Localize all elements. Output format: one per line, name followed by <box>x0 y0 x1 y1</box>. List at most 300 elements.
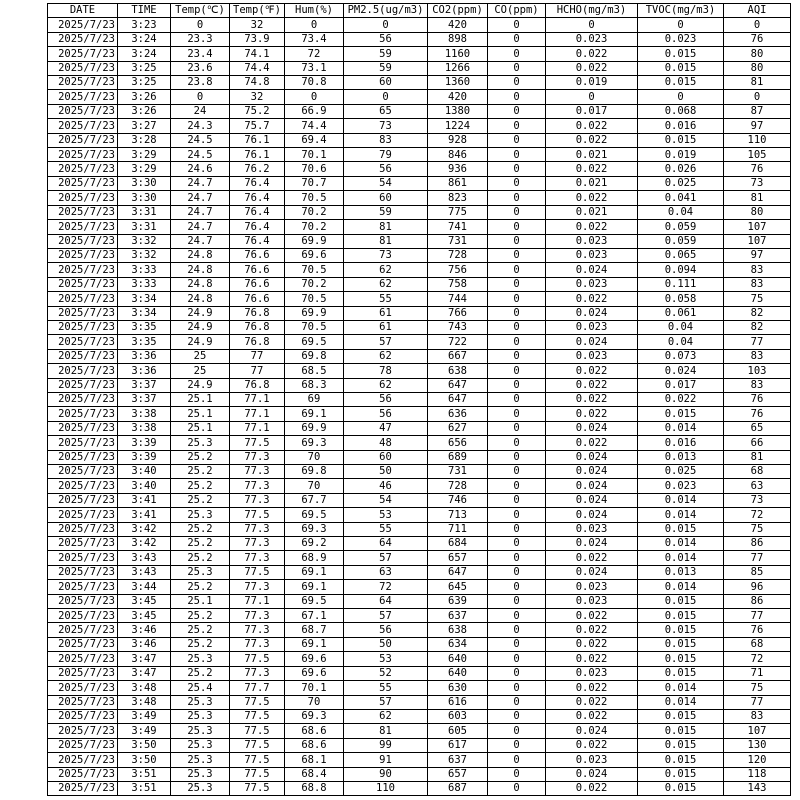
hcho-cell: 0.022 <box>546 364 638 378</box>
co2-cell: 605 <box>428 724 488 738</box>
tvoc-cell: 0.015 <box>638 767 724 781</box>
humidity-cell: 70.5 <box>285 292 344 306</box>
temp-c-cell: 25.3 <box>171 724 230 738</box>
co-cell: 0 <box>488 753 546 767</box>
aqi-cell: 83 <box>724 263 791 277</box>
hcho-cell: 0.022 <box>546 133 638 147</box>
co2-cell: 657 <box>428 551 488 565</box>
hcho-cell: 0.019 <box>546 76 638 90</box>
hcho-cell: 0.024 <box>546 724 638 738</box>
aqi-cell: 71 <box>724 666 791 680</box>
temp-c-cell: 24.7 <box>171 234 230 248</box>
temp-f-cell: 76.4 <box>230 191 285 205</box>
humidity-cell: 70.5 <box>285 263 344 277</box>
co-cell: 0 <box>488 565 546 579</box>
time-cell: 3:36 <box>118 349 171 363</box>
tvoc-cell: 0 <box>638 90 724 104</box>
table-row <box>48 652 791 666</box>
temp-f-cell: 77.3 <box>230 666 285 680</box>
temp-c-cell: 24.5 <box>171 148 230 162</box>
time-cell: 3:35 <box>118 335 171 349</box>
temp-f-cell: 32 <box>230 18 285 32</box>
co2-cell: 1160 <box>428 47 488 61</box>
temp-c-cell: 0 <box>171 18 230 32</box>
co-cell: 0 <box>488 407 546 421</box>
co2-cell: 1360 <box>428 76 488 90</box>
time-cell: 3:46 <box>118 637 171 651</box>
pm25-cell: 79 <box>344 148 428 162</box>
co2-cell: 636 <box>428 407 488 421</box>
time-cell: 3:29 <box>118 162 171 176</box>
co-cell: 0 <box>488 493 546 507</box>
humidity-cell: 68.7 <box>285 623 344 637</box>
humidity-cell: 69.8 <box>285 349 344 363</box>
pm25-cell: 62 <box>344 277 428 291</box>
co-cell: 0 <box>488 277 546 291</box>
table-row <box>48 176 791 190</box>
pm25-cell: 57 <box>344 335 428 349</box>
tvoc-cell: 0.015 <box>638 609 724 623</box>
temp-f-cell: 77.5 <box>230 753 285 767</box>
date-cell: 2025/7/23 <box>48 392 118 406</box>
hcho-cell: 0.022 <box>546 162 638 176</box>
time-cell: 3:25 <box>118 61 171 75</box>
aqi-cell: 82 <box>724 320 791 334</box>
hcho-cell: 0.022 <box>546 392 638 406</box>
date-cell: 2025/7/23 <box>48 176 118 190</box>
date-cell: 2025/7/23 <box>48 205 118 219</box>
time-cell: 3:43 <box>118 551 171 565</box>
temp-f-cell: 77.3 <box>230 637 285 651</box>
humidity-cell: 66.9 <box>285 104 344 118</box>
pm25-cell: 62 <box>344 709 428 723</box>
temp-f-cell: 77.5 <box>230 436 285 450</box>
table-row <box>48 522 791 536</box>
time-cell: 3:41 <box>118 508 171 522</box>
temp-f-cell: 77.3 <box>230 450 285 464</box>
pm25-cell: 62 <box>344 263 428 277</box>
temp-c-cell: 25.3 <box>171 508 230 522</box>
aqi-cell: 77 <box>724 551 791 565</box>
hcho-cell: 0.022 <box>546 436 638 450</box>
hcho-cell: 0.021 <box>546 176 638 190</box>
hcho-cell: 0.022 <box>546 623 638 637</box>
date-cell: 2025/7/23 <box>48 709 118 723</box>
hcho-cell: 0.023 <box>546 522 638 536</box>
tvoc-cell: 0.111 <box>638 277 724 291</box>
pm25-cell: 62 <box>344 378 428 392</box>
temp-f-cell: 76.4 <box>230 176 285 190</box>
humidity-cell: 69.1 <box>285 407 344 421</box>
tvoc-cell: 0.061 <box>638 306 724 320</box>
co2-cell: 731 <box>428 465 488 479</box>
humidity-cell: 69.8 <box>285 465 344 479</box>
hcho-cell: 0.022 <box>546 781 638 795</box>
temp-f-cell: 74.8 <box>230 76 285 90</box>
aqi-cell: 96 <box>724 580 791 594</box>
tvoc-cell: 0.015 <box>638 61 724 75</box>
temp-c-cell: 25.2 <box>171 551 230 565</box>
humidity-cell: 68.5 <box>285 364 344 378</box>
co-cell: 0 <box>488 623 546 637</box>
pm25-cell: 50 <box>344 637 428 651</box>
co-cell: 0 <box>488 421 546 435</box>
date-cell: 2025/7/23 <box>48 753 118 767</box>
table-row <box>48 738 791 752</box>
co2-cell: 741 <box>428 220 488 234</box>
pm25-cell: 54 <box>344 493 428 507</box>
co-cell: 0 <box>488 47 546 61</box>
time-cell: 3:38 <box>118 407 171 421</box>
table-row <box>48 263 791 277</box>
time-cell: 3:38 <box>118 421 171 435</box>
aqi-cell: 83 <box>724 709 791 723</box>
date-cell: 2025/7/23 <box>48 18 118 32</box>
time-cell: 3:51 <box>118 781 171 795</box>
hcho-cell: 0 <box>546 18 638 32</box>
co-cell: 0 <box>488 76 546 90</box>
temp-f-cell: 77.5 <box>230 709 285 723</box>
hcho-cell: 0.022 <box>546 407 638 421</box>
co2-cell: 645 <box>428 580 488 594</box>
temp-c-cell: 23.4 <box>171 47 230 61</box>
tvoc-cell: 0.026 <box>638 162 724 176</box>
humidity-cell: 70.1 <box>285 681 344 695</box>
temp-f-cell: 76.1 <box>230 148 285 162</box>
aqi-cell: 80 <box>724 61 791 75</box>
table-row <box>48 623 791 637</box>
table-row <box>48 695 791 709</box>
pm25-cell: 56 <box>344 162 428 176</box>
date-cell: 2025/7/23 <box>48 263 118 277</box>
aqi-cell: 76 <box>724 32 791 46</box>
pm25-cell: 61 <box>344 320 428 334</box>
temp-c-cell: 25.2 <box>171 637 230 651</box>
table-row <box>48 47 791 61</box>
humidity-header: Hum(%) <box>285 4 344 18</box>
co2-cell: 630 <box>428 681 488 695</box>
time-cell: 3:28 <box>118 133 171 147</box>
time-cell: 3:29 <box>118 148 171 162</box>
co2-cell: 640 <box>428 652 488 666</box>
table-row <box>48 191 791 205</box>
time-header: TIME <box>118 4 171 18</box>
humidity-cell: 72 <box>285 47 344 61</box>
co-cell: 0 <box>488 378 546 392</box>
aqi-cell: 107 <box>724 220 791 234</box>
temp-c-cell: 25 <box>171 364 230 378</box>
date-cell: 2025/7/23 <box>48 565 118 579</box>
tvoc-cell: 0.015 <box>638 47 724 61</box>
pm25-cell: 55 <box>344 681 428 695</box>
table-body <box>48 18 791 796</box>
hcho-cell: 0.022 <box>546 292 638 306</box>
hcho-cell: 0.024 <box>546 508 638 522</box>
temp-f-cell: 77.3 <box>230 551 285 565</box>
pm25-cell: 0 <box>344 90 428 104</box>
co-cell: 0 <box>488 465 546 479</box>
humidity-cell: 69.6 <box>285 248 344 262</box>
temp-f-cell: 77.1 <box>230 407 285 421</box>
co2-cell: 616 <box>428 695 488 709</box>
co-cell: 0 <box>488 436 546 450</box>
hcho-cell: 0.023 <box>546 277 638 291</box>
table-row <box>48 162 791 176</box>
co-cell: 0 <box>488 306 546 320</box>
time-cell: 3:50 <box>118 753 171 767</box>
humidity-cell: 68.6 <box>285 724 344 738</box>
table-row <box>48 61 791 75</box>
pm25-cell: 81 <box>344 724 428 738</box>
temp-f-cell: 77.3 <box>230 537 285 551</box>
co2-cell: 603 <box>428 709 488 723</box>
temp-f-cell: 76.8 <box>230 320 285 334</box>
co2-cell: 756 <box>428 263 488 277</box>
time-cell: 3:26 <box>118 90 171 104</box>
date-cell: 2025/7/23 <box>48 493 118 507</box>
humidity-cell: 69.9 <box>285 234 344 248</box>
hcho-cell: 0.023 <box>546 320 638 334</box>
co2-cell: 639 <box>428 594 488 608</box>
aqi-cell: 103 <box>724 364 791 378</box>
temp-c-cell: 25.3 <box>171 436 230 450</box>
pm25-cell: 56 <box>344 623 428 637</box>
time-cell: 3:45 <box>118 609 171 623</box>
tvoc-cell: 0.04 <box>638 205 724 219</box>
aqi-cell: 76 <box>724 392 791 406</box>
hcho-cell: 0.024 <box>546 306 638 320</box>
hcho-cell: 0.024 <box>546 421 638 435</box>
co2-cell: 746 <box>428 493 488 507</box>
co-cell: 0 <box>488 248 546 262</box>
co2-cell: 638 <box>428 364 488 378</box>
aqi-cell: 81 <box>724 450 791 464</box>
temp-f-header: Temp(℉) <box>230 4 285 18</box>
tvoc-cell: 0 <box>638 18 724 32</box>
hcho-cell: 0.024 <box>546 767 638 781</box>
time-cell: 3:31 <box>118 205 171 219</box>
co2-cell: 647 <box>428 565 488 579</box>
date-cell: 2025/7/23 <box>48 666 118 680</box>
hcho-cell: 0.022 <box>546 609 638 623</box>
pm25-cell: 57 <box>344 695 428 709</box>
co2-cell: 420 <box>428 18 488 32</box>
table-row <box>48 364 791 378</box>
co2-cell: 647 <box>428 378 488 392</box>
tvoc-cell: 0.023 <box>638 479 724 493</box>
aqi-cell: 77 <box>724 609 791 623</box>
date-cell: 2025/7/23 <box>48 90 118 104</box>
co2-cell: 634 <box>428 637 488 651</box>
temp-c-cell: 24.7 <box>171 191 230 205</box>
time-cell: 3:47 <box>118 652 171 666</box>
humidity-cell: 69.3 <box>285 436 344 450</box>
humidity-cell: 70.8 <box>285 76 344 90</box>
hcho-cell: 0.017 <box>546 104 638 118</box>
pm25-cell: 64 <box>344 594 428 608</box>
co2-cell: 684 <box>428 537 488 551</box>
temp-c-cell: 24.6 <box>171 162 230 176</box>
tvoc-cell: 0.015 <box>638 637 724 651</box>
co-cell: 0 <box>488 18 546 32</box>
pm25-cell: 72 <box>344 580 428 594</box>
humidity-cell: 68.8 <box>285 781 344 795</box>
date-cell: 2025/7/23 <box>48 349 118 363</box>
humidity-cell: 68.6 <box>285 738 344 752</box>
tvoc-cell: 0.068 <box>638 104 724 118</box>
tvoc-cell: 0.015 <box>638 753 724 767</box>
temp-c-cell: 25.2 <box>171 623 230 637</box>
time-cell: 3:33 <box>118 263 171 277</box>
date-cell: 2025/7/23 <box>48 479 118 493</box>
table-row <box>48 565 791 579</box>
tvoc-cell: 0.015 <box>638 709 724 723</box>
table-row <box>48 421 791 435</box>
aqi-cell: 81 <box>724 76 791 90</box>
co2-cell: 928 <box>428 133 488 147</box>
aqi-cell: 0 <box>724 18 791 32</box>
temp-c-cell: 24.8 <box>171 277 230 291</box>
table-row <box>48 32 791 46</box>
pm25-cell: 48 <box>344 436 428 450</box>
table-row <box>48 537 791 551</box>
date-cell: 2025/7/23 <box>48 781 118 795</box>
humidity-cell: 70 <box>285 479 344 493</box>
temp-c-cell: 25.2 <box>171 609 230 623</box>
date-cell: 2025/7/23 <box>48 292 118 306</box>
humidity-cell: 70.6 <box>285 162 344 176</box>
tvoc-cell: 0.04 <box>638 335 724 349</box>
time-cell: 3:37 <box>118 392 171 406</box>
date-cell: 2025/7/23 <box>48 104 118 118</box>
tvoc-cell: 0.014 <box>638 493 724 507</box>
humidity-cell: 69.9 <box>285 306 344 320</box>
pm25-cell: 53 <box>344 652 428 666</box>
humidity-cell: 69.2 <box>285 537 344 551</box>
co-cell: 0 <box>488 191 546 205</box>
pm25-cell: 73 <box>344 119 428 133</box>
date-cell: 2025/7/23 <box>48 61 118 75</box>
aqi-cell: 105 <box>724 148 791 162</box>
table-row <box>48 781 791 795</box>
temp-c-cell: 24.9 <box>171 335 230 349</box>
temp-c-cell: 25.2 <box>171 580 230 594</box>
aqi-cell: 75 <box>724 522 791 536</box>
co-cell: 0 <box>488 666 546 680</box>
hcho-cell: 0.024 <box>546 565 638 579</box>
temp-c-cell: 25.3 <box>171 767 230 781</box>
aqi-cell: 76 <box>724 623 791 637</box>
hcho-cell: 0.023 <box>546 580 638 594</box>
pm25-cell: 61 <box>344 306 428 320</box>
date-cell: 2025/7/23 <box>48 537 118 551</box>
hcho-cell: 0.022 <box>546 637 638 651</box>
time-cell: 3:27 <box>118 119 171 133</box>
co2-cell: 713 <box>428 508 488 522</box>
aqi-cell: 68 <box>724 637 791 651</box>
co-cell: 0 <box>488 738 546 752</box>
temp-c-cell: 24.7 <box>171 176 230 190</box>
co2-cell: 823 <box>428 191 488 205</box>
temp-c-cell: 24.8 <box>171 292 230 306</box>
temp-f-cell: 77.5 <box>230 724 285 738</box>
table-row <box>48 493 791 507</box>
pm25-cell: 59 <box>344 205 428 219</box>
time-cell: 3:48 <box>118 681 171 695</box>
pm25-cell: 60 <box>344 191 428 205</box>
pm25-cell: 110 <box>344 781 428 795</box>
humidity-cell: 70.5 <box>285 191 344 205</box>
pm25-cell: 52 <box>344 666 428 680</box>
temp-f-cell: 74.4 <box>230 61 285 75</box>
temp-c-cell: 24.9 <box>171 378 230 392</box>
table-row <box>48 104 791 118</box>
aqi-cell: 77 <box>724 335 791 349</box>
hcho-cell: 0.022 <box>546 220 638 234</box>
header-row <box>48 4 791 18</box>
date-cell: 2025/7/23 <box>48 378 118 392</box>
tvoc-cell: 0.014 <box>638 508 724 522</box>
aqi-cell: 80 <box>724 47 791 61</box>
temp-c-cell: 23.3 <box>171 32 230 46</box>
temp-f-cell: 77.5 <box>230 781 285 795</box>
hcho-cell: 0.022 <box>546 695 638 709</box>
aqi-cell: 86 <box>724 537 791 551</box>
tvoc-cell: 0.041 <box>638 191 724 205</box>
co-cell: 0 <box>488 61 546 75</box>
aqi-cell: 76 <box>724 162 791 176</box>
co-cell: 0 <box>488 508 546 522</box>
humidity-cell: 70.2 <box>285 220 344 234</box>
pm25-cell: 81 <box>344 220 428 234</box>
humidity-cell: 70.7 <box>285 176 344 190</box>
co-cell: 0 <box>488 335 546 349</box>
co-cell: 0 <box>488 450 546 464</box>
date-cell: 2025/7/23 <box>48 191 118 205</box>
co-cell: 0 <box>488 320 546 334</box>
co2-cell: 861 <box>428 176 488 190</box>
table-row <box>48 306 791 320</box>
tvoc-cell: 0.024 <box>638 364 724 378</box>
temp-c-cell: 25.3 <box>171 781 230 795</box>
temp-f-cell: 76.4 <box>230 205 285 219</box>
tvoc-cell: 0.014 <box>638 580 724 594</box>
date-cell: 2025/7/23 <box>48 465 118 479</box>
co2-header: CO2(ppm) <box>428 4 488 18</box>
hcho-cell: 0.022 <box>546 191 638 205</box>
co2-cell: 637 <box>428 753 488 767</box>
table-row <box>48 248 791 262</box>
co-cell: 0 <box>488 781 546 795</box>
date-cell: 2025/7/23 <box>48 738 118 752</box>
temp-f-cell: 77.3 <box>230 465 285 479</box>
date-cell: 2025/7/23 <box>48 450 118 464</box>
aqi-cell: 83 <box>724 349 791 363</box>
time-cell: 3:43 <box>118 565 171 579</box>
humidity-cell: 70 <box>285 695 344 709</box>
aqi-cell: 110 <box>724 133 791 147</box>
temp-f-cell: 77 <box>230 364 285 378</box>
temp-f-cell: 77.1 <box>230 392 285 406</box>
table-row <box>48 753 791 767</box>
aqi-cell: 83 <box>724 378 791 392</box>
time-cell: 3:50 <box>118 738 171 752</box>
co2-cell: 687 <box>428 781 488 795</box>
co-cell: 0 <box>488 133 546 147</box>
tvoc-cell: 0.025 <box>638 465 724 479</box>
pm25-cell: 90 <box>344 767 428 781</box>
table-row <box>48 479 791 493</box>
